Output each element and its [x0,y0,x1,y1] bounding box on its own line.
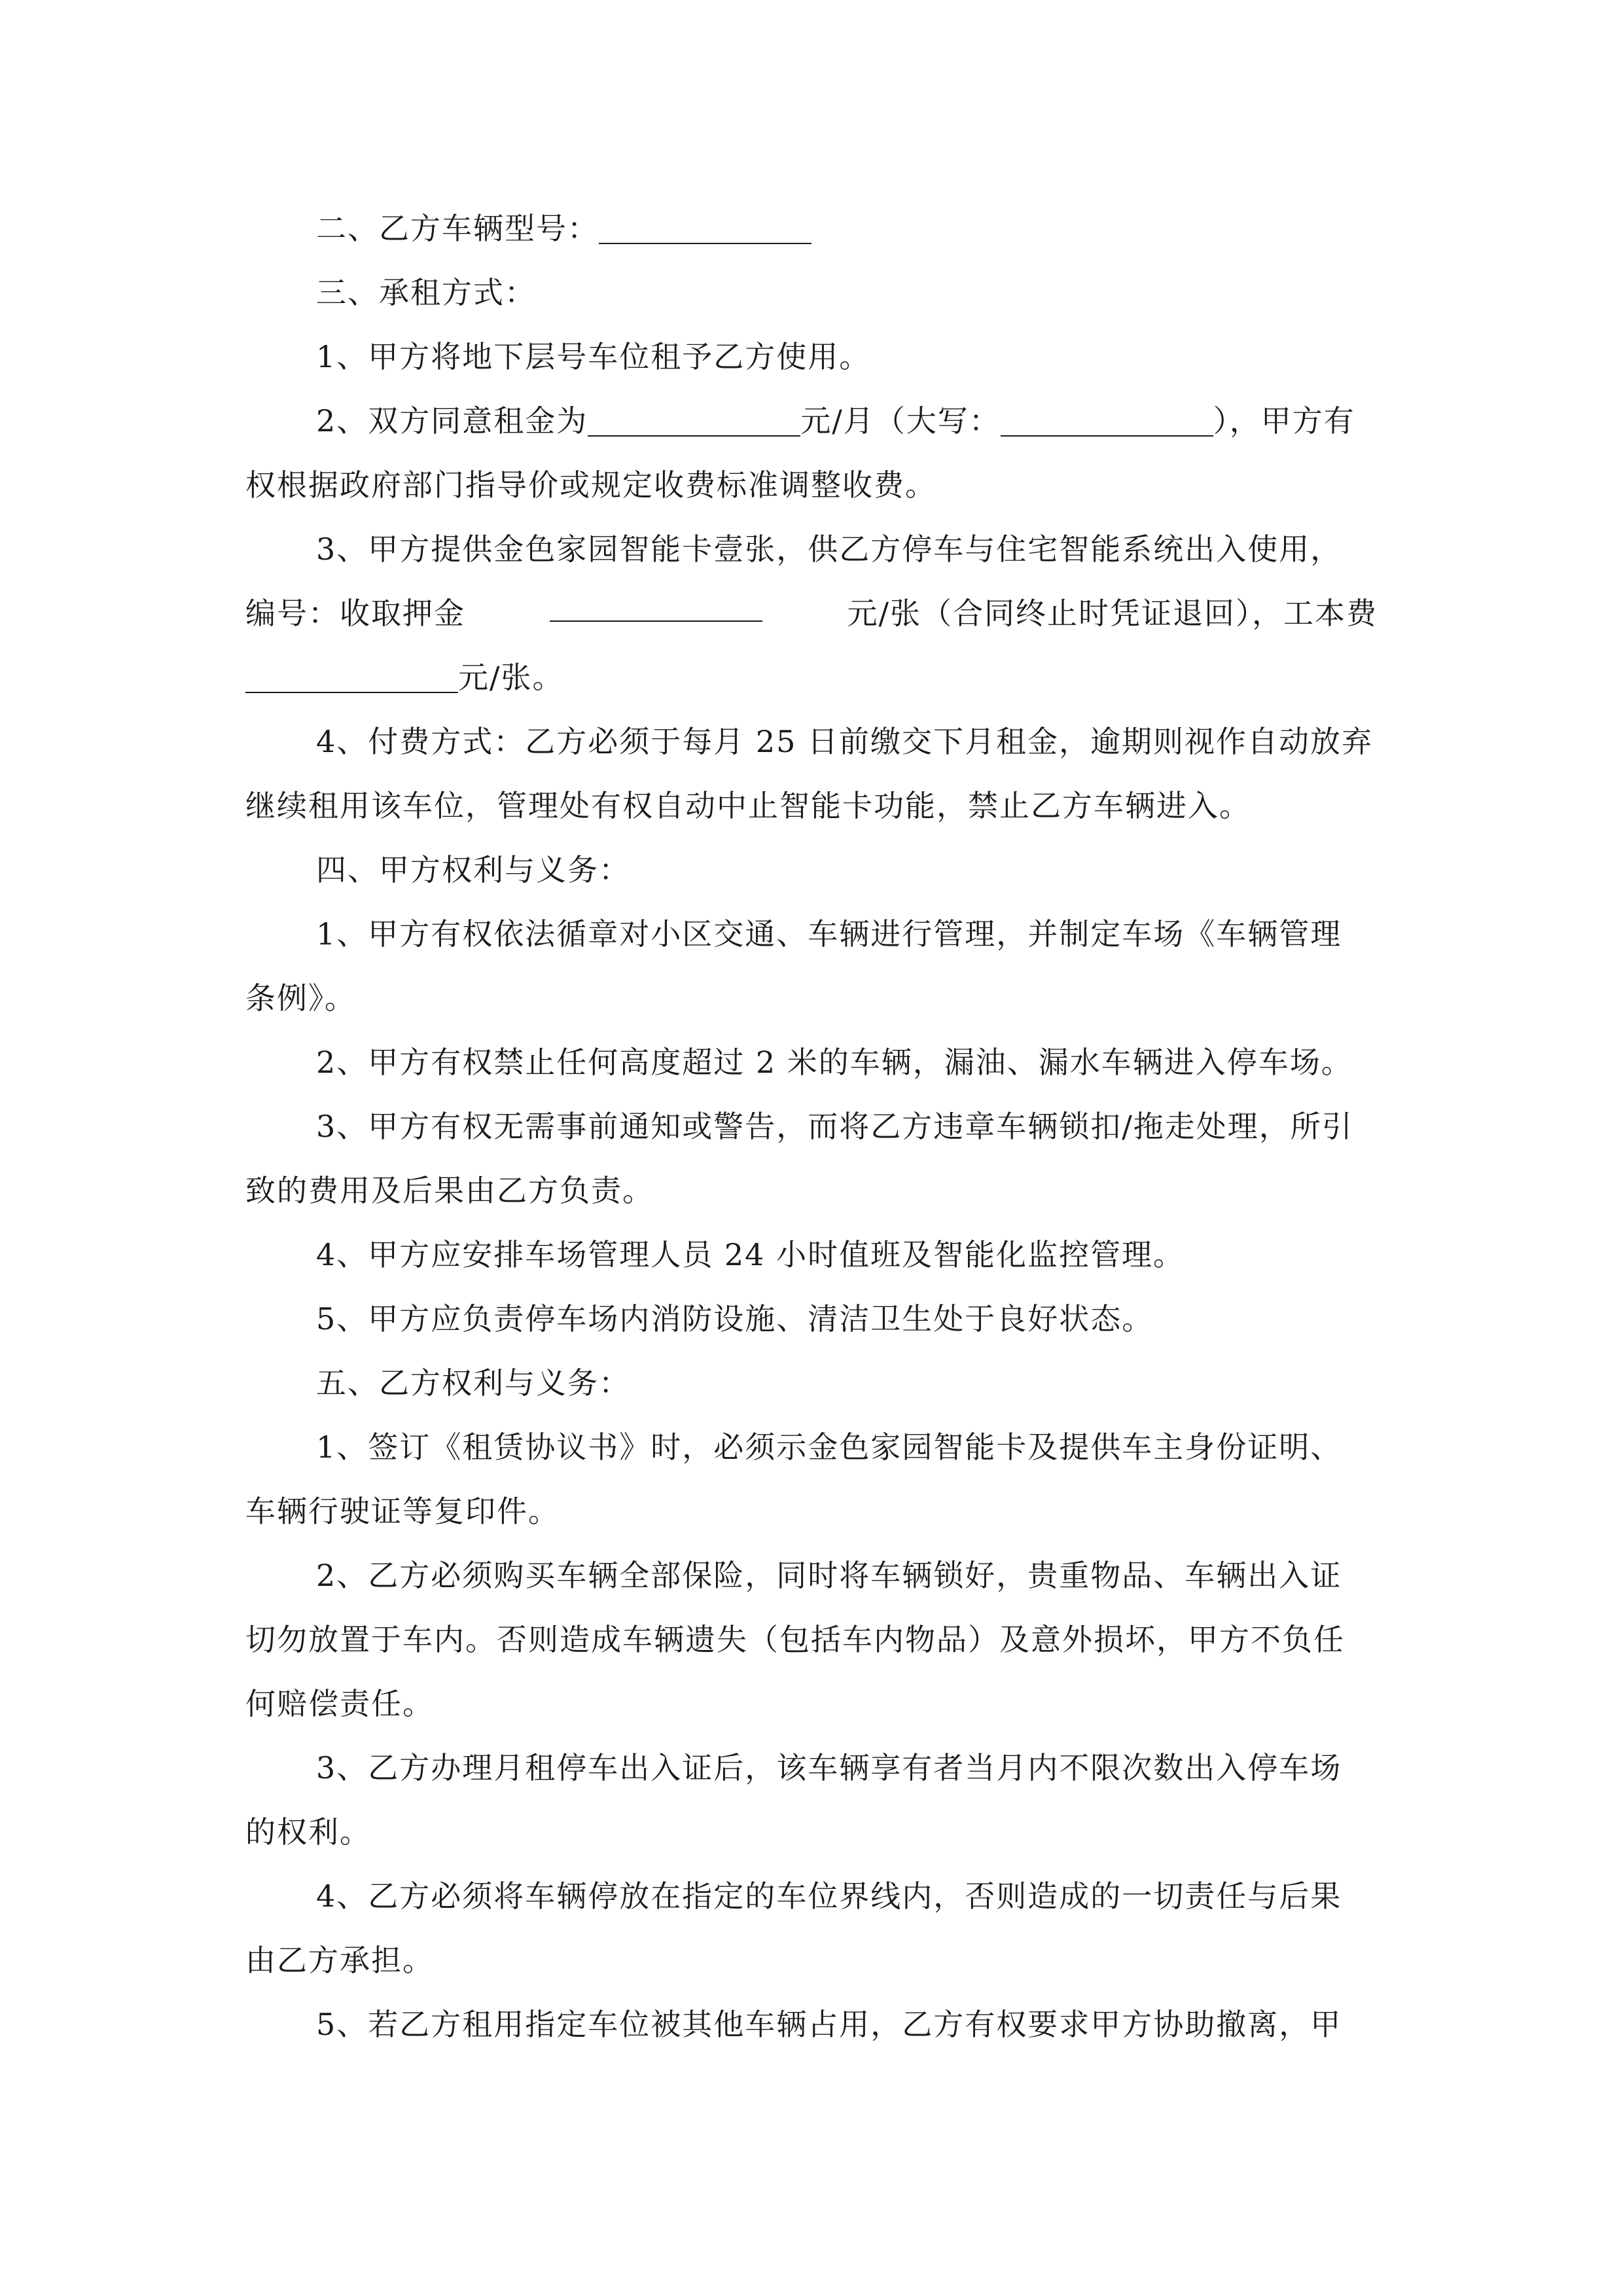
blank-card-fee [245,653,458,693]
clause-b-2-cont: 切勿放置于车内。否则造成车辆遗失（包括车内物品）及意外损坏，甲方不负任 [245,1622,1345,1657]
section-heading-party-a: 四、甲方权利与义务： [316,852,630,888]
section-heading-party-b: 五、乙方权利与义务： [316,1365,630,1401]
clause-smart-card-fee [245,645,1378,709]
clause-smart-card: 3、甲方提供金色家园智能卡壹张，供乙方停车与住宅智能系统出入使用， [316,531,1342,567]
clause-b-4: 4、乙方必须将车辆停放在指定的车位界线内，否则造成的一切责任与后果 [316,1878,1342,1914]
clause-text: 2、双方同意租金为 [316,403,588,439]
clause-text: 编号：收取押金 [245,596,465,631]
clause-parking-space: 1、甲方将地下层号车位租予乙方使用。 [316,339,871,374]
clause-smart-card-cont [245,581,1378,645]
blank-deposit [550,581,762,622]
clause-rent [245,389,1378,453]
clause-a-3: 3、甲方有权无需事前通知或警告，而将乙方违章车辆锁扣/拖走处理，所引 [316,1109,1353,1144]
clause-b-3-cont: 的权利。 [245,1814,371,1850]
document-body [245,196,1378,2056]
clause-a-2: 2、甲方有权禁止任何高度超过 2 米的车辆，漏油、漏水车辆进入停车场。 [316,1045,1353,1080]
clause-a-5: 5、甲方应负责停车场内消防设施、清洁卫生处于良好状态。 [316,1301,1154,1336]
clause-rent-cont: 权根据政府部门指导价或规定收费标准调整收费。 [245,467,936,503]
clause-a-3-cont: 致的费用及后果由乙方负责。 [245,1173,654,1208]
clause-text: 二、乙方车辆型号： [316,211,599,246]
clause-vehicle-model [245,196,1378,260]
clause-text: ），甲方有 [1213,403,1355,439]
blank-rent-amount [588,396,800,437]
clause-b-5: 5、若乙方租用指定车位被其他车辆占用，乙方有权要求甲方协助撤离，甲 [316,2007,1342,2042]
clause-b-1: 1、签订《租赁协议书》时，必须示金色家园智能卡及提供车主身份证明、 [316,1429,1342,1465]
clause-a-1: 1、甲方有权依法循章对小区交通、车辆进行管理，并制定车场《车辆管理 [316,916,1342,952]
section-heading-rental-method: 三、承租方式： [316,275,536,310]
clause-b-3: 3、乙方办理月租停车出入证后，该车辆享有者当月内不限次数出入停车场 [316,1750,1342,1785]
clause-b-1-cont: 车辆行驶证等复印件。 [245,1494,560,1529]
blank-rent-uppercase [1001,396,1213,437]
clause-payment-cont: 继续租用该车位，管理处有权自动中止智能卡功能，禁止乙方车辆进入。 [245,788,1251,823]
blank-vehicle-model [599,204,812,244]
clause-a-4: 4、甲方应安排车场管理人员 24 小时值班及智能化监控管理。 [316,1237,1185,1272]
clause-payment: 4、付费方式：乙方必须于每月 25 日前缴交下月租金，逾期则视作自动放弃 [316,724,1374,759]
clause-b-4-cont: 由乙方承担。 [245,1943,434,1978]
clause-b-2: 2、乙方必须购买车辆全部保险，同时将车辆锁好，贵重物品、车辆出入证 [316,1558,1342,1593]
clause-text: 元/张。 [458,660,564,695]
clause-text: 元/月（大写： [800,403,1001,439]
clause-text: 元/张（合同终止时凭证退回），工本费 [847,596,1378,631]
clause-a-1-cont: 条例》。 [245,980,356,1016]
clause-b-2-cont2: 何赔偿责任。 [245,1686,434,1721]
